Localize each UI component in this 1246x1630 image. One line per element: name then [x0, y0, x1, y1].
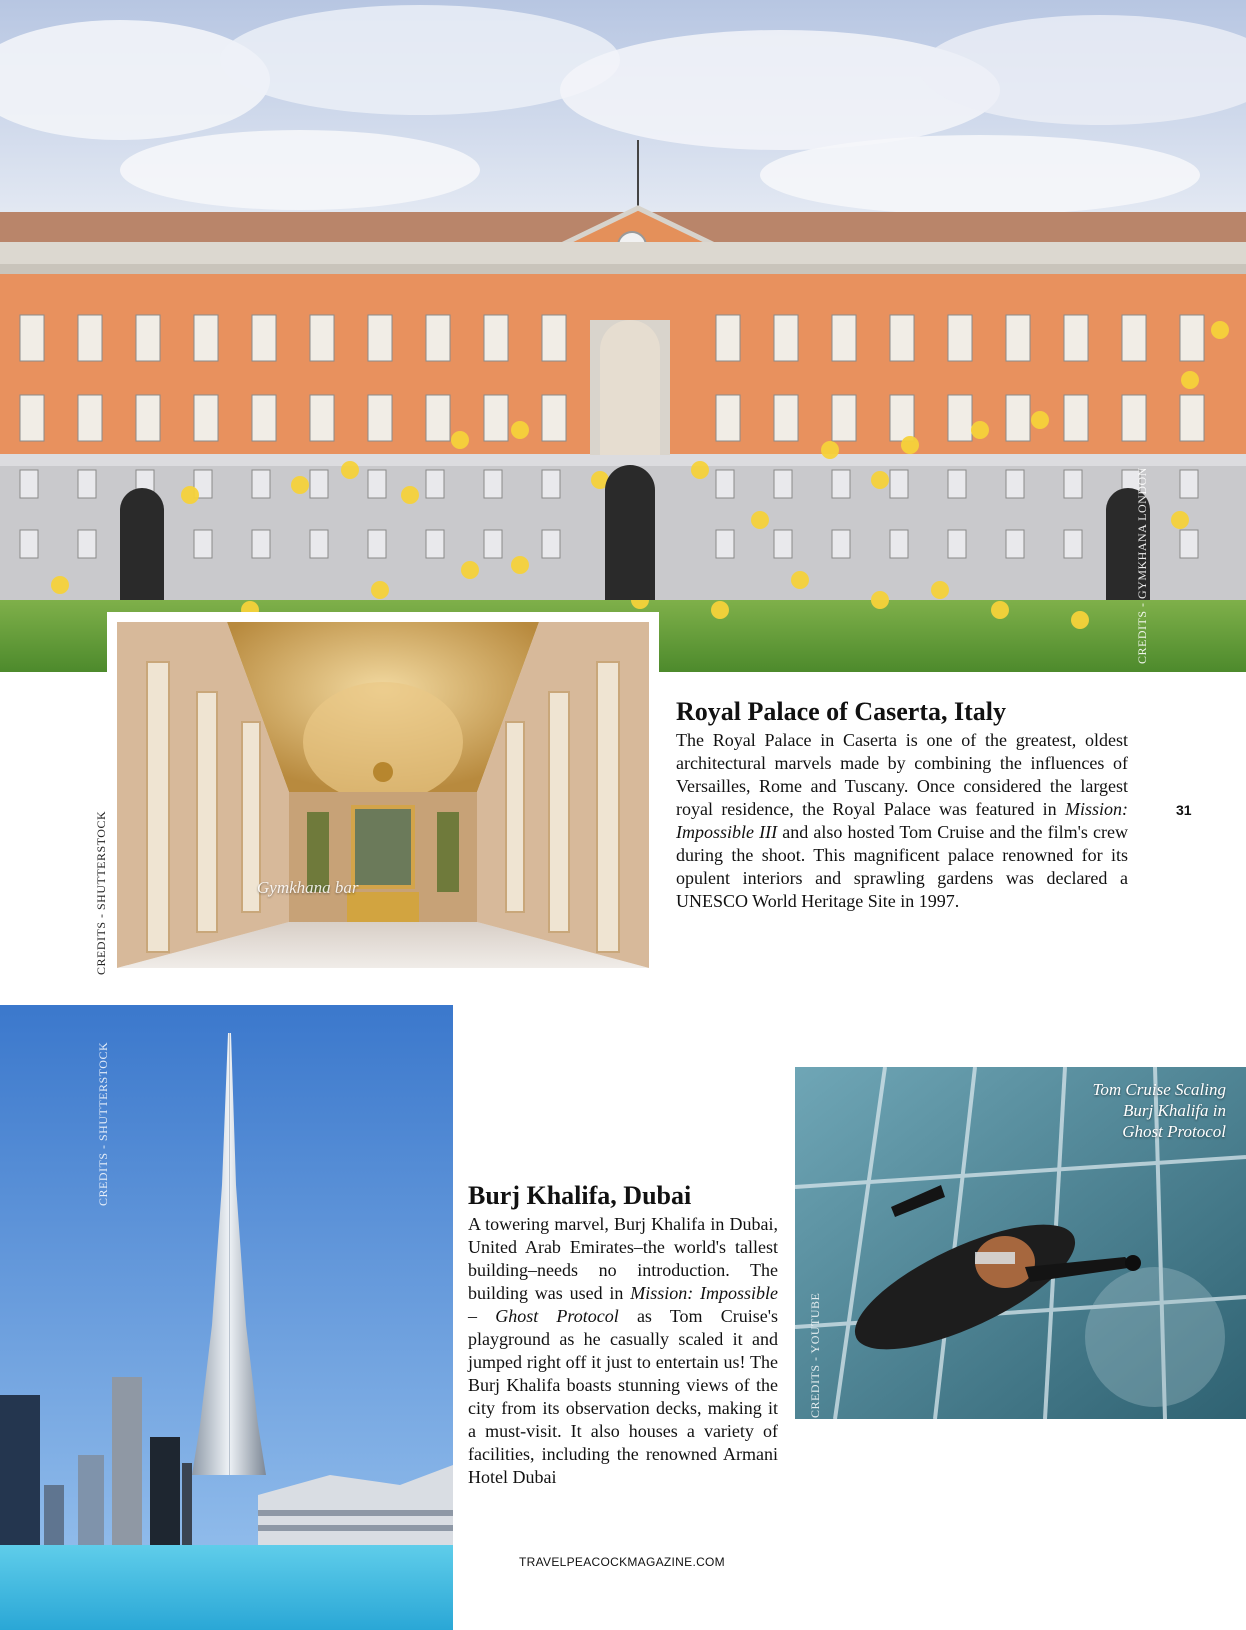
cruise-photo-credit: CREDITS - YOUTUBE — [808, 1292, 822, 1418]
cruise-caption-line: Tom Cruise Scaling — [1092, 1080, 1226, 1099]
hero-photo-credit: CREDITS - GYMKHANA LONDON — [1135, 467, 1149, 664]
page-number: 31 — [1176, 802, 1192, 818]
burj-body-film-title: Mission: Impossible – Ghost Protocol — [468, 1283, 778, 1326]
tom-cruise-climbing-photo — [795, 1067, 1246, 1419]
caserta-palace-photo — [0, 0, 1246, 672]
caserta-palace-illustration — [0, 0, 1246, 672]
burj-article-title: Burj Khalifa, Dubai — [468, 1181, 692, 1210]
caserta-body-film-title: Mission: Impossible III — [676, 799, 1128, 842]
burj-khalifa-photo — [0, 1005, 453, 1630]
palace-interior-photo — [107, 612, 659, 978]
caserta-article-title: Royal Palace of Caserta, Italy — [676, 697, 1006, 726]
caserta-body-text-1: The Royal Palace in Caserta is one of the greatest, oldest architectural marvels made by combining the influences of Versailles, Rome and Tuscany. Once considered the largest royal residence, the Royal Palace was featured in — [676, 730, 1128, 819]
cruise-caption-line: Burj Khalifa in — [1123, 1101, 1226, 1120]
burj-body-text-2: as Tom Cruise's playground as he casually scaled it and jumped right off it just to entertain us! The Burj Khalifa boasts stunning views of the city from its observation decks, making it a must-visit. It also houses a variety of facilities, including the renowned Armani Hotel Dubai — [468, 1306, 778, 1487]
burj-khalifa-illustration — [0, 1005, 453, 1630]
palace-interior-illustration — [117, 622, 649, 968]
burj-body-text-1: A towering marvel, Burj Khalifa in Dubai, United Arab Emirates–the world's tallest building–needs no introduction. The building was used in — [468, 1214, 778, 1303]
interior-photo-caption: Gymkhana bar — [257, 878, 359, 897]
magazine-website-footer: TRAVELPEACOCKMAGAZINE.COM — [519, 1555, 725, 1569]
burj-photo-credit: CREDITS - SHUTTERSTOCK — [96, 1041, 110, 1206]
cruise-caption-line: Ghost Protocol — [1122, 1122, 1226, 1141]
burj-article-body — [468, 1213, 778, 1489]
cruise-photo-caption — [1026, 1079, 1226, 1142]
caserta-body-text-2: and also hosted Tom Cruise and the film's crew during the shoot. This magnificent palace renowned for its opulent interiors and sprawling gardens was declared a UNESCO World Heritage Site in 1997. — [676, 822, 1128, 911]
caserta-article-body — [676, 729, 1128, 913]
interior-photo-credit: CREDITS - SHUTTERSTOCK — [94, 810, 108, 975]
